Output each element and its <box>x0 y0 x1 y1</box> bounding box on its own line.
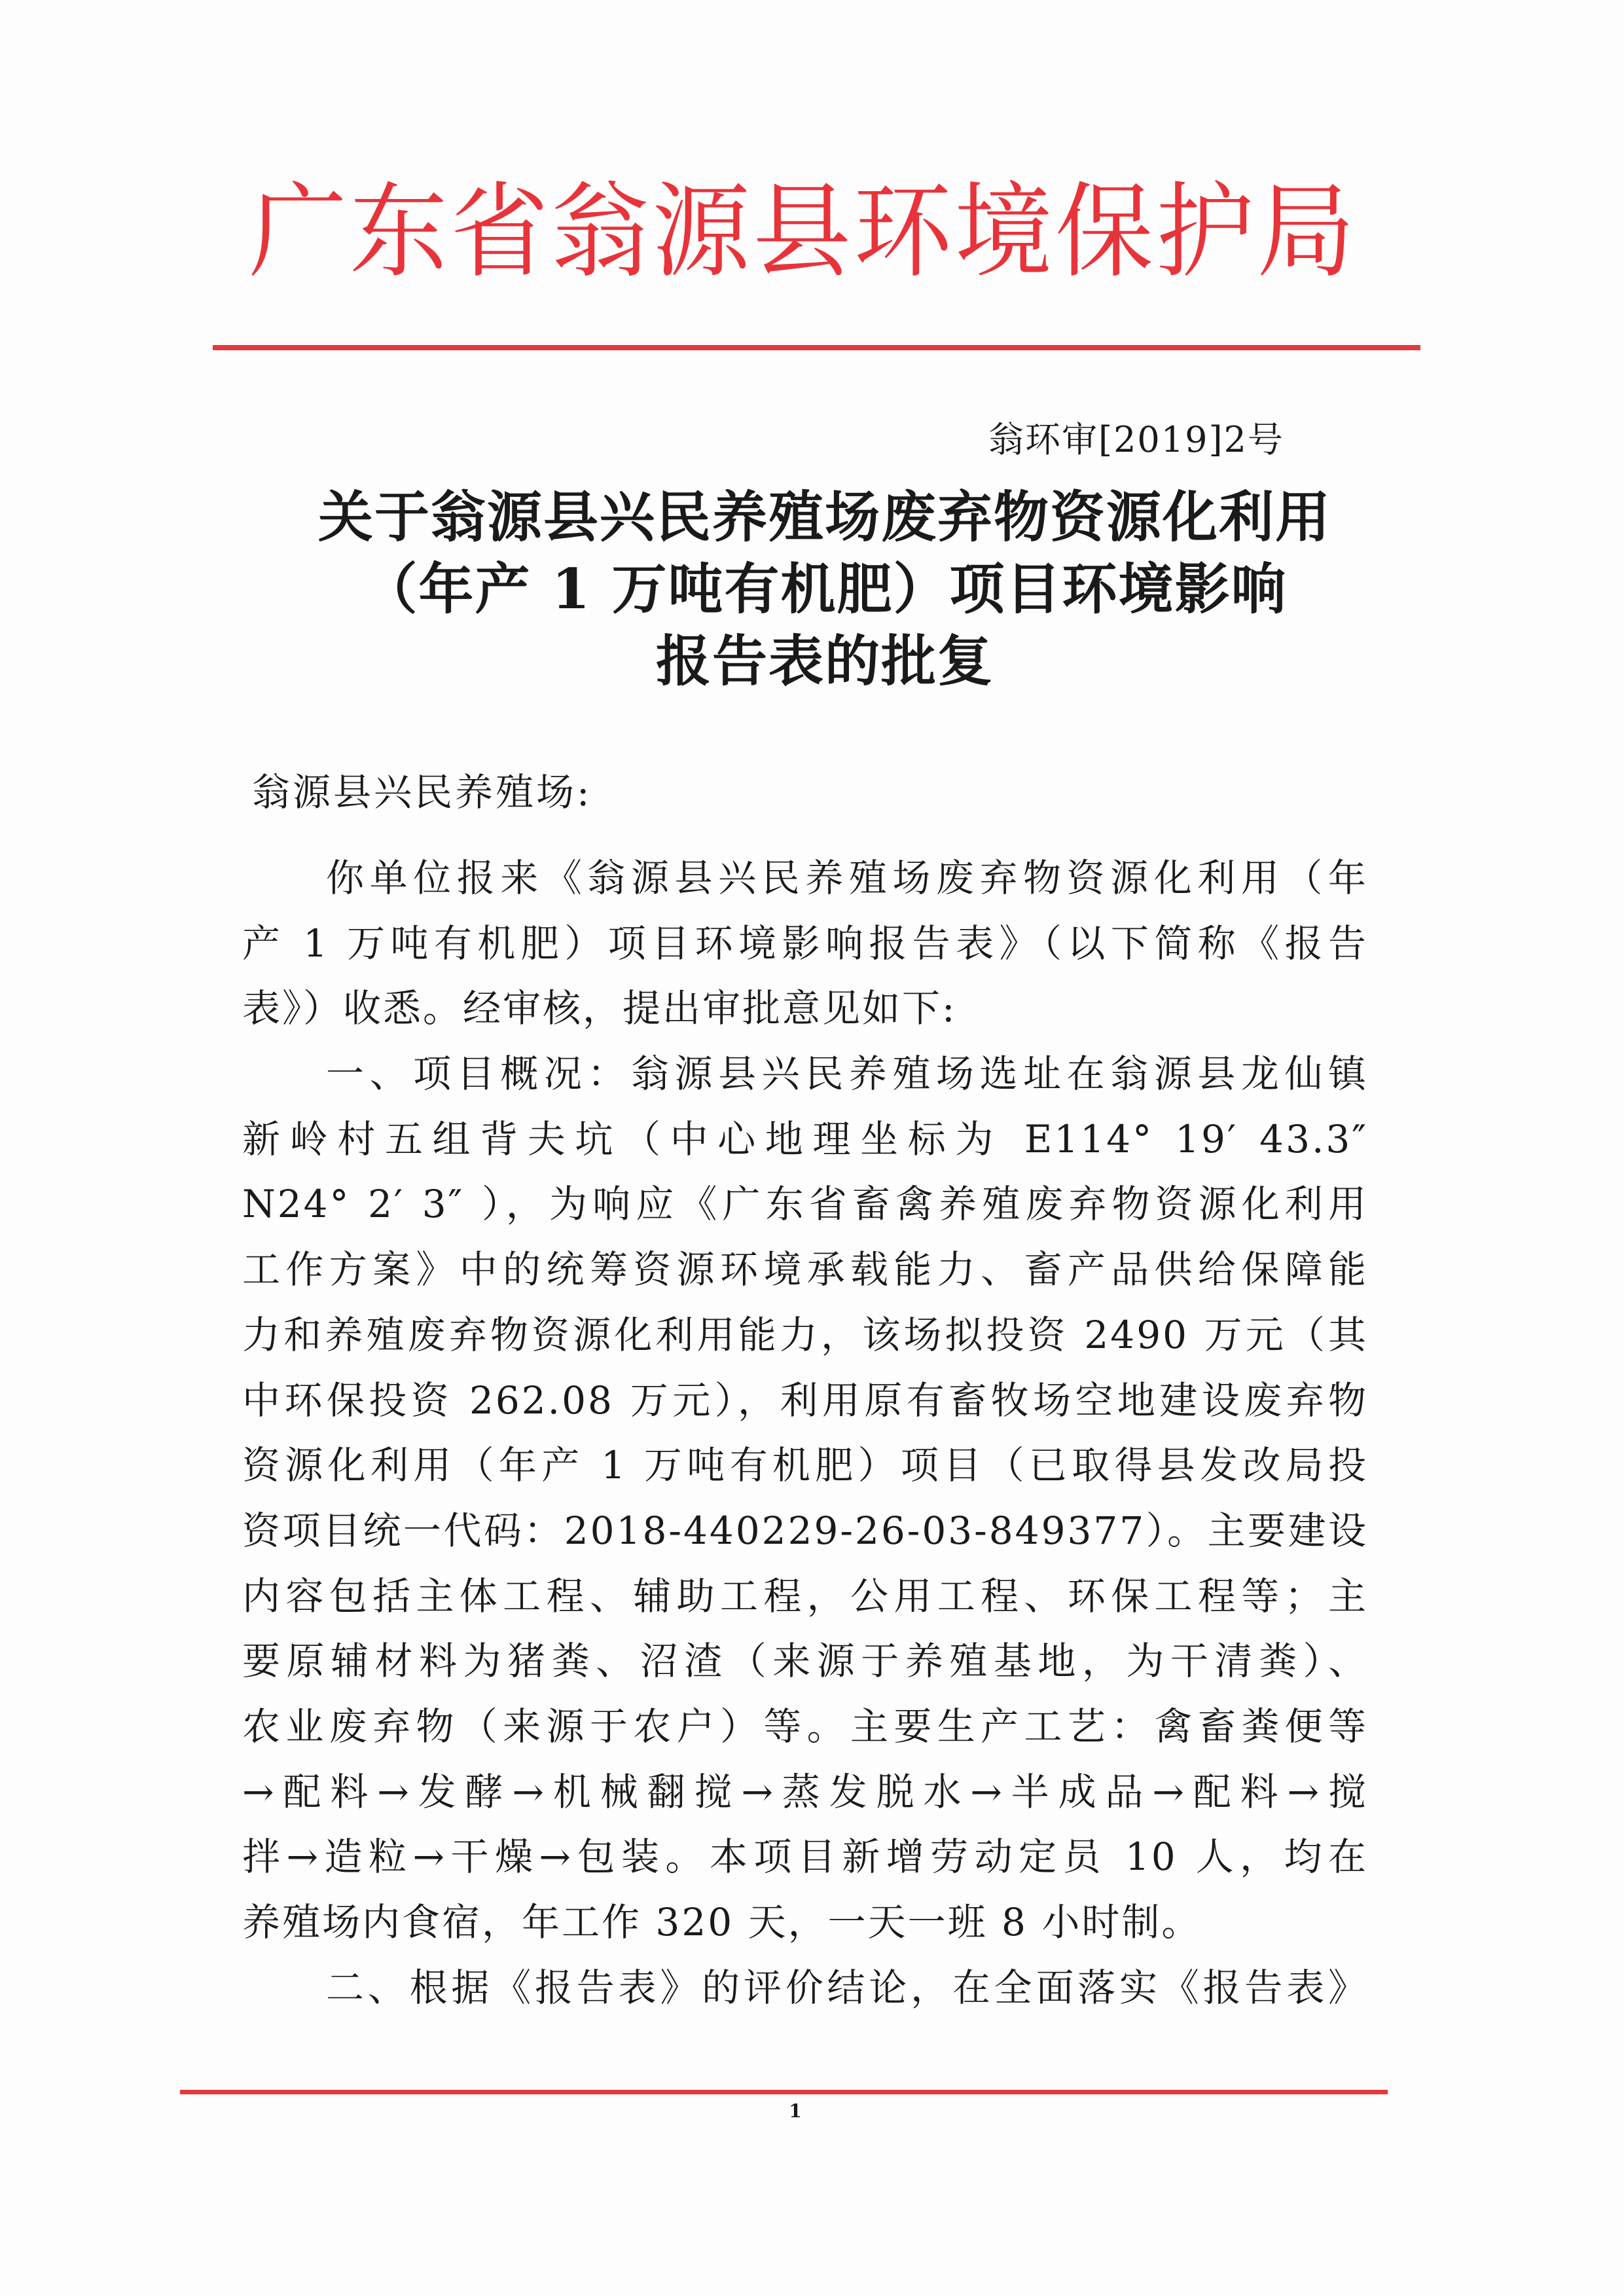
body-line: 一、项目概况：翁源县兴民养殖场选址在翁源县龙仙镇 <box>326 1051 1368 1097</box>
body-line: 产 1 万吨有机肥）项目环境影响报告表》（以下简称《报告 <box>242 920 1368 966</box>
document-title <box>236 481 1414 697</box>
body-line: 要原辅材料为猪粪、沼渣（来源于养殖基地，为干清粪）、 <box>242 1639 1368 1684</box>
title-line: 关于翁源县兴民养殖场废弃物资源化利用 <box>317 484 1331 549</box>
body-line: 新岭村五组背夫坑（中心地理坐标为 E114° 19′ 43.3″ <box>242 1116 1368 1161</box>
letterhead-divider <box>213 345 1420 350</box>
body-line: 表》）收悉。经审核，提出审批意见如下: <box>242 986 957 1031</box>
page-number: 1 <box>789 2100 802 2122</box>
body-line: 资源化利用（年产 1 万吨有机肥）项目（已取得县发改局投 <box>242 1443 1368 1488</box>
body-line: 你单位报来《翁源县兴民养殖场废弃物资源化利用（年 <box>326 856 1368 900</box>
body-line: 农业废弃物（来源于农户）等。主要生产工艺：禽畜粪便等 <box>242 1704 1368 1749</box>
title-line: （年产 1 万吨有机肥）项目环境影响 <box>362 556 1288 621</box>
body-line: 二、根据《报告表》的评价结论，在全面落实《报告表》 <box>326 1965 1368 2010</box>
body-line: N24° 2′ 3″ ），为响应《广东省畜禽养殖废弃物资源化利用 <box>242 1182 1368 1227</box>
addressee: 翁源县兴民养殖场: <box>252 770 592 814</box>
document-body <box>242 846 1368 2020</box>
body-line: →配料→发酵→机械翻搅→蒸发脱水→半成品→配料→搅 <box>242 1769 1368 1814</box>
body-line: 资项目统一代码：2018-440229-26-03-849377）。主要建设 <box>242 1508 1368 1553</box>
agency-letterhead: 广东省翁源县环境保护局 <box>249 172 1358 293</box>
body-line: 拌→造粒→干燥→包装。本项目新增劳动定员 10 人，均在 <box>242 1834 1368 1880</box>
document-number: 翁环审[2019]2号 <box>988 419 1284 460</box>
body-line: 养殖场内食宿，年工作 320 天，一天一班 8 小时制。 <box>242 1900 1202 1944</box>
title-line: 报告表的批复 <box>655 629 994 693</box>
body-line: 力和养殖废弃物资源化利用能力，该场拟投资 2490 万元（其 <box>242 1312 1368 1357</box>
body-line: 内容包括主体工程、辅助工程，公用工程、环保工程等；主 <box>242 1573 1368 1618</box>
body-line: 工作方案》中的统筹资源环境承载能力、畜产品供给保障能 <box>242 1247 1368 1292</box>
body-line: 中环保投资 262.08 万元），利用原有畜牧场空地建设废弃物 <box>242 1377 1368 1423</box>
footer-divider <box>180 2090 1388 2094</box>
